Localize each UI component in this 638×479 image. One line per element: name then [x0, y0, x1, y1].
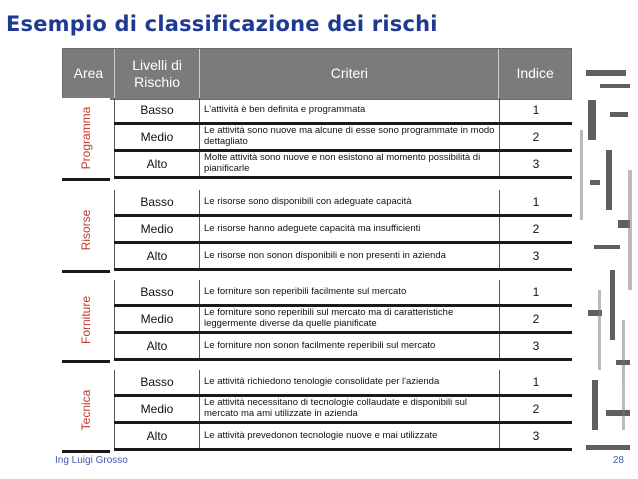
footer-author: Ing Luigi Grosso — [55, 455, 128, 466]
area-label: Forniture — [79, 295, 93, 345]
table-row — [114, 217, 572, 244]
table-row — [114, 334, 572, 361]
table-header — [62, 48, 572, 100]
criterion-cell: Le attività richiedono tenologie consolidate per l'azienda — [200, 370, 500, 394]
header-area: Area — [63, 49, 115, 99]
index-cell: 3 — [532, 339, 540, 353]
index-cell: 3 — [532, 157, 540, 171]
group-programma — [62, 98, 572, 181]
area-cell — [62, 370, 110, 453]
group-risorse — [62, 190, 572, 273]
index-cell: 2 — [532, 402, 540, 416]
area-cell — [62, 280, 110, 363]
table-row — [114, 152, 572, 179]
level-cell: Basso — [114, 98, 200, 122]
index-cell: 3 — [532, 249, 540, 263]
area-cell — [62, 98, 110, 181]
level-cell: Alto — [114, 334, 200, 358]
table-row — [114, 280, 572, 307]
level-cell: Medio — [114, 217, 200, 241]
header-indice: Indice — [516, 65, 554, 82]
level-cell: Medio — [114, 125, 200, 149]
index-cell: 3 — [532, 429, 540, 443]
header-criteri: Criteri — [200, 49, 499, 99]
level-cell: Basso — [114, 370, 200, 394]
page-number: 28 — [612, 455, 624, 466]
table-row — [114, 190, 572, 217]
level-cell: Alto — [114, 152, 200, 176]
table-row — [114, 125, 572, 152]
criterion-cell: Le attività sono nuove ma alcune di esse sono programmate in modo dettagliato — [200, 125, 500, 149]
index-cell: 2 — [532, 222, 540, 236]
group-forniture — [62, 280, 572, 363]
table-row — [114, 370, 572, 397]
level-cell: Alto — [114, 424, 200, 448]
table-row — [114, 397, 572, 424]
criterion-cell: Le forniture son reperibili facilmente sul mercato — [200, 280, 500, 304]
area-label: Programma — [79, 106, 93, 170]
index-cell: 1 — [532, 103, 540, 117]
table-row — [114, 307, 572, 334]
area-label: Tecnica — [79, 389, 93, 431]
level-cell: Basso — [114, 280, 200, 304]
criterion-cell: Le attività necessitano di tecnologie collaudate e disponibili sul mercato ma ami utilizzate in azienda — [200, 397, 500, 421]
index-cell: 2 — [532, 312, 540, 326]
header-livelli: Livelli di Rischio — [115, 49, 201, 99]
level-cell: Basso — [114, 190, 200, 214]
level-cell: Medio — [114, 307, 200, 331]
table-row — [114, 244, 572, 271]
area-label: Risorse — [79, 209, 93, 251]
criterion-cell: Le attività prevedonon tecnologie nuove e mai utilizzate — [200, 424, 500, 448]
criterion-cell: L'attività è ben definita e programmata — [200, 98, 500, 122]
index-cell: 1 — [532, 195, 540, 209]
group-tecnica — [62, 370, 572, 453]
criterion-cell: Le risorse hanno adeguete capacità ma insufficienti — [200, 217, 500, 241]
level-cell: Alto — [114, 244, 200, 268]
decorative-texture-image — [576, 70, 638, 460]
criterion-cell: Le risorse non sonon disponibili e non presenti in azienda — [200, 244, 500, 268]
risk-classification-table — [62, 48, 572, 443]
slide-title: Esempio di classificazione dei rischi — [6, 12, 438, 36]
area-cell — [62, 190, 110, 273]
level-cell: Medio — [114, 397, 200, 421]
table-row — [114, 424, 572, 451]
criterion-cell: Le forniture sono reperibili sul mercato ma di caratteristiche leggermente diverse da quelle pianificate — [200, 307, 500, 331]
index-cell: 2 — [532, 130, 540, 144]
criterion-cell: Le risorse sono disponibili con adeguate capacità — [200, 190, 500, 214]
table-row — [114, 98, 572, 125]
index-cell: 1 — [532, 375, 540, 389]
index-cell: 1 — [532, 285, 540, 299]
criterion-cell: Le forniture non sonon facilmente reperibili sul mercato — [200, 334, 500, 358]
criterion-cell: Molte attività sono nuove e non esistono al momento possibilità di pianificarle — [200, 152, 500, 176]
